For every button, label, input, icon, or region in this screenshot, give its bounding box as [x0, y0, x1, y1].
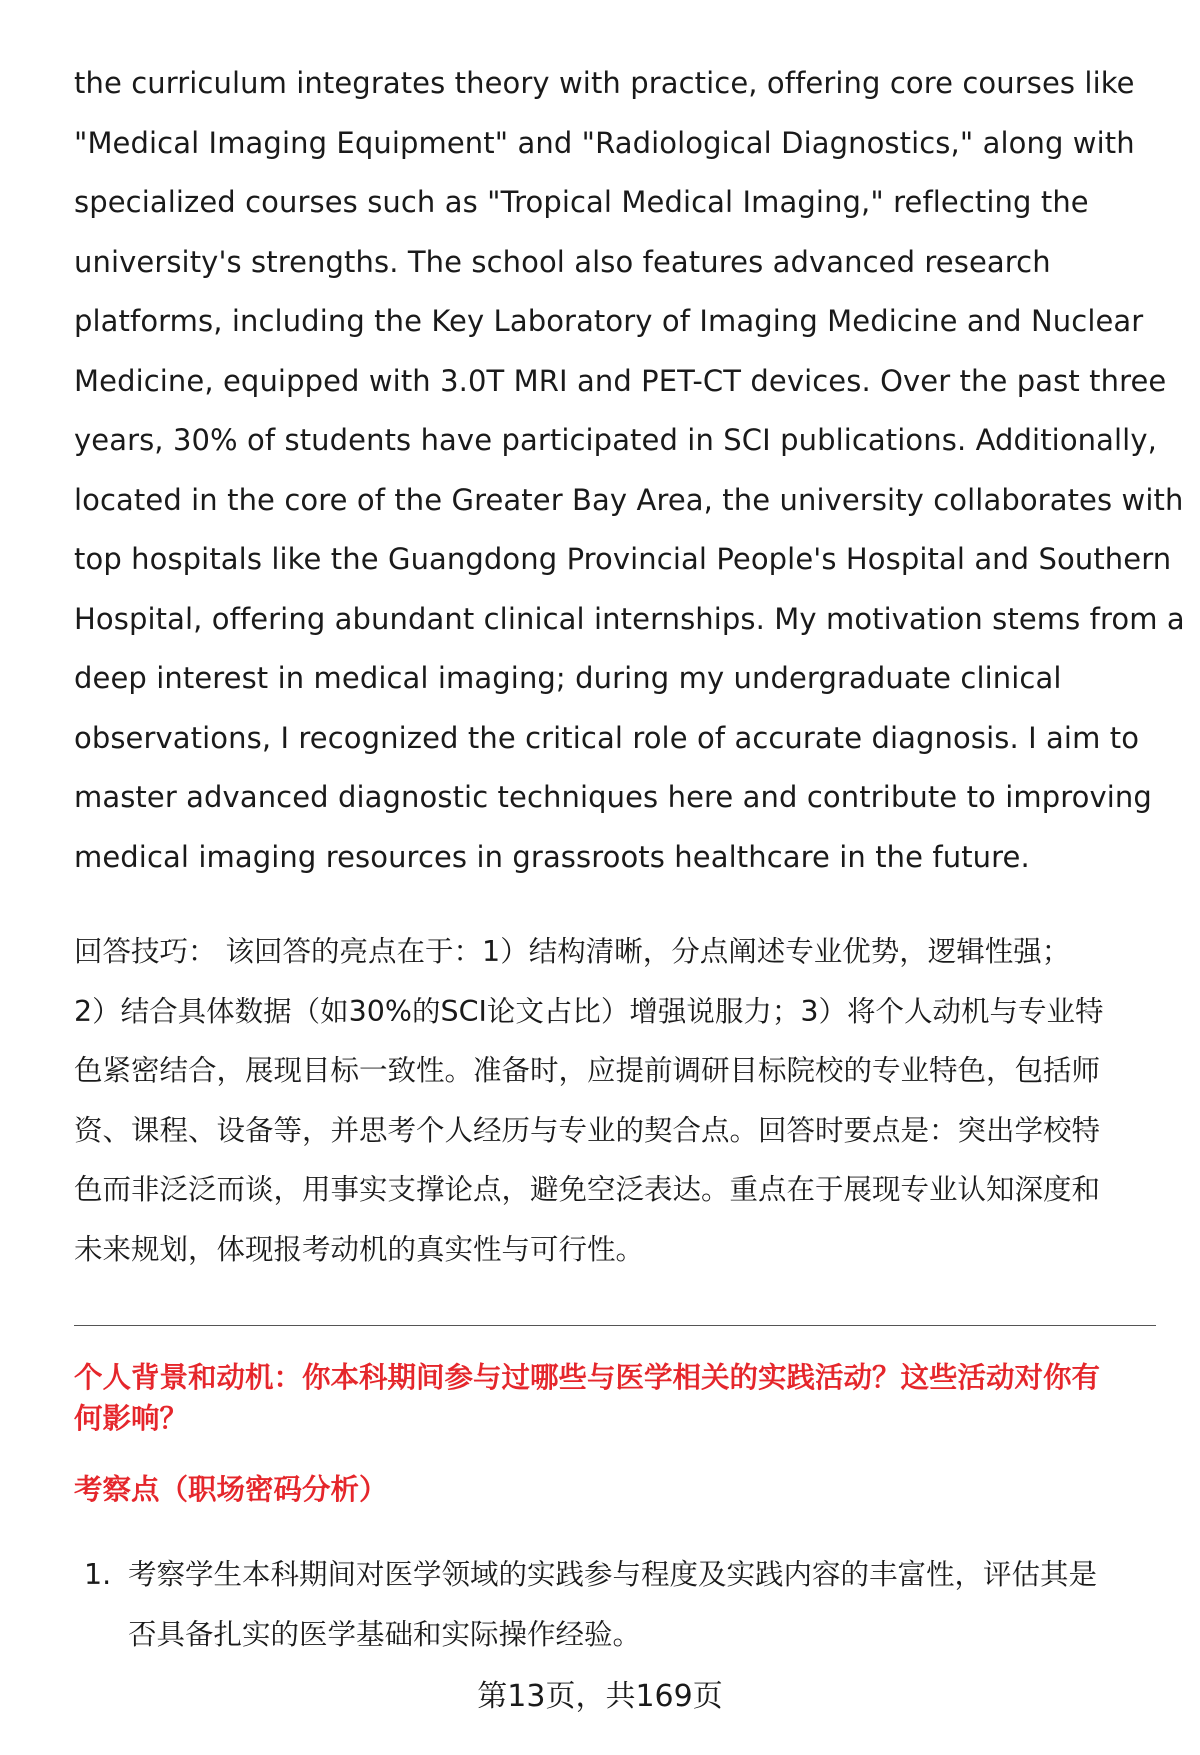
section-divider	[74, 1325, 1156, 1326]
paragraph-line: master advanced diagnostic techniques here and contribute to improving	[74, 780, 1152, 814]
paragraph-line: university's strengths. The school also features advanced research	[74, 244, 1051, 279]
paragraph-line: years, 30% of students have participated in SCI publications. Additionally,	[74, 423, 1157, 457]
question-heading	[74, 1357, 1164, 1439]
paragraph-line: deep interest in medical imaging; during my undergraduate clinical	[74, 661, 1062, 695]
paragraph-line: medical imaging resources in grassroots healthcare in the future.	[74, 839, 1030, 874]
tips-line: 色而非泛泛而谈，用事实支撑论点，避免空泛表达。重点在于展现专业认知深度和	[74, 1173, 1101, 1206]
tips-line: 2）结合具体数据（如30%的SCI论文占比）增强说服力；3）将个人动机与专业特	[74, 994, 1104, 1028]
paragraph-line: observations, I recognized the critical role of accurate diagnosis. I aim to	[74, 720, 1140, 755]
list-item-number: 1.	[84, 1558, 112, 1591]
paragraph-line: "Medical Imaging Equipment" and "Radiological Diagnostics," along with	[74, 125, 1135, 160]
paragraph-line: top hospitals like the Guangdong Provincial People's Hospital and Southern	[74, 542, 1172, 576]
assessment-points-list	[84, 1545, 1164, 1664]
answer-tips-paragraph	[74, 922, 1164, 1279]
tips-line: 回答技巧： 该回答的亮点在于：1）结构清晰，分点阐述专业优势，逻辑性强；	[74, 935, 1071, 968]
list-item-text	[128, 1545, 1164, 1664]
question-line: 何影响？	[74, 1402, 189, 1435]
tips-line: 色紧密结合，展现目标一致性。准备时，应提前调研目标院校的专业特色，包括师	[74, 1054, 1101, 1087]
list-item-line: 考察学生本科期间对医学领域的实践参与程度及实践内容的丰富性，评估其是	[128, 1558, 1098, 1591]
list-item	[84, 1545, 1164, 1664]
paragraph-line: the curriculum integrates theory with practice, offering core courses like	[74, 66, 1135, 100]
assessment-points-heading: 考察点（职场密码分析）	[74, 1473, 388, 1506]
list-item-line: 否具备扎实的医学基础和实际操作经验。	[128, 1617, 642, 1651]
paragraph-line: platforms, including the Key Laboratory of Imaging Medicine and Nuclear	[74, 304, 1144, 338]
paragraph-line: Hospital, offering abundant clinical internships. My motivation stems from a	[74, 601, 1185, 636]
tips-line: 资、课程、设备等，并思考个人经历与专业的契合点。回答时要点是：突出学校特	[74, 1113, 1101, 1147]
paragraph-line: Medicine, equipped with 3.0T MRI and PET-CT devices. Over the past three	[74, 363, 1167, 398]
tips-line: 未来规划，体现报考动机的真实性与可行性。	[74, 1232, 645, 1266]
question-line: 个人背景和动机：你本科期间参与过哪些与医学相关的实践活动？这些活动对你有	[74, 1361, 1101, 1394]
page-number-footer: 第13页，共169页	[477, 1679, 723, 1714]
answer-english-paragraph	[74, 54, 1185, 887]
paragraph-line: specialized courses such as "Tropical Medical Imaging," reflecting the	[74, 185, 1089, 219]
paragraph-line: located in the core of the Greater Bay Area, the university collaborates with	[74, 482, 1184, 517]
